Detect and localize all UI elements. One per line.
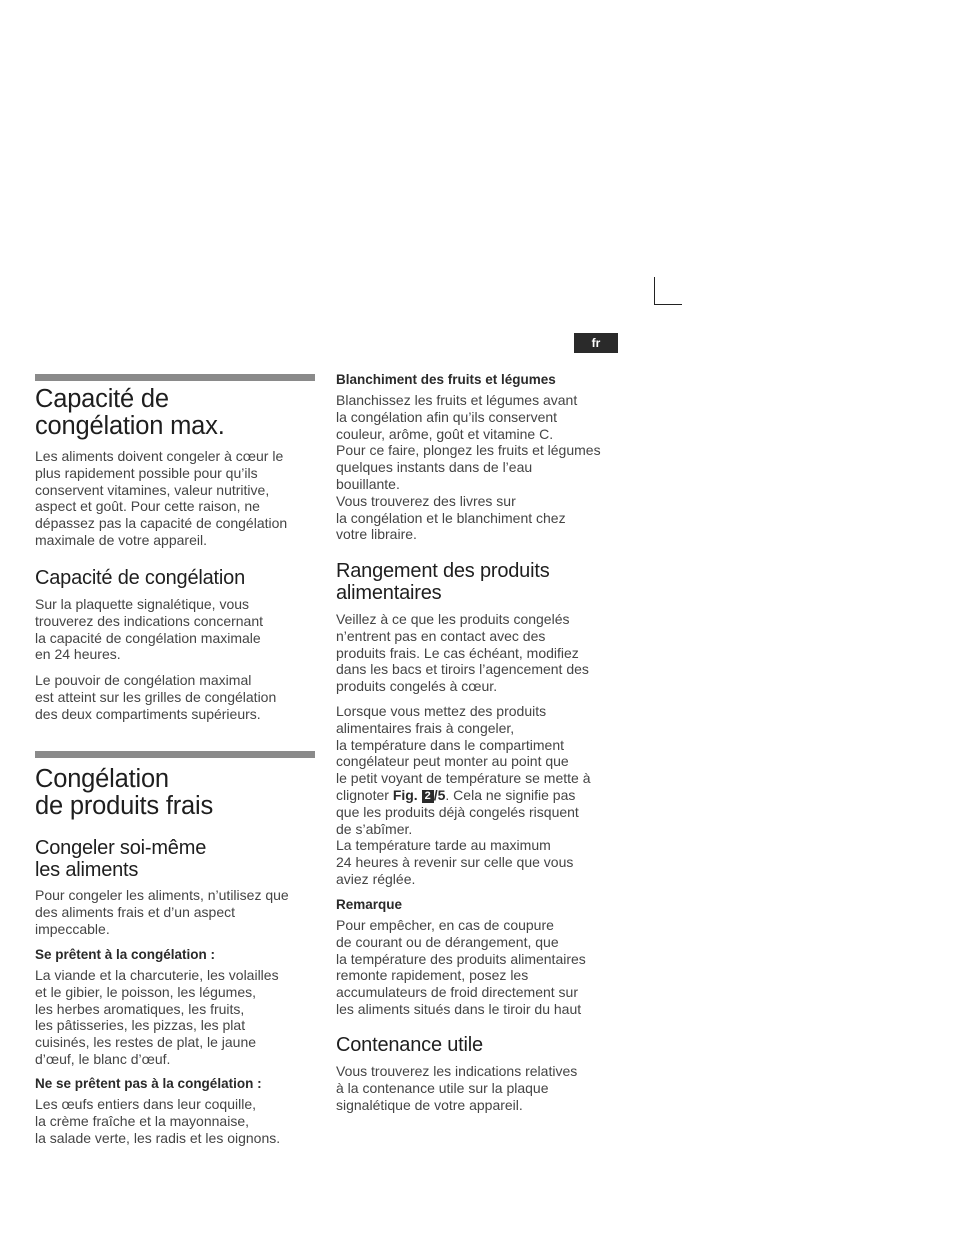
text-line: Blanchissez les fruits et légumes avant <box>336 392 578 408</box>
capacite-text-1 <box>35 596 263 663</box>
text-line: produits frais. Le cas échéant, modifiez <box>336 644 579 661</box>
text-line: plus rapidement possible pour qu’ils <box>35 464 258 481</box>
text-line: remonte rapidement, posez les <box>336 967 529 984</box>
heading-remarque: Remarque <box>336 897 403 912</box>
text-line: produits congelés à cœur. <box>336 678 498 695</box>
text-line: signalétique de votre appareil. <box>336 1096 523 1113</box>
section-rule <box>35 751 315 758</box>
text-line: de courant ou de dérangement, que <box>336 933 559 950</box>
capacite-text-2 <box>35 672 276 722</box>
text-line: d’œuf, le blanc d’œuf. <box>35 1050 171 1067</box>
text-line: couleur, arôme, goût et vitamine C. <box>336 425 554 442</box>
text-line: Le pouvoir de congélation maximal <box>35 672 252 688</box>
text-line: La température tarde au maximum <box>336 837 551 854</box>
figure-ref: Fig. 2 /5 <box>392 786 446 803</box>
language-badge: fr <box>574 333 618 353</box>
text-line: la capacité de congélation maximale <box>35 629 261 646</box>
text-line: quelques instants dans de l’eau <box>336 459 533 476</box>
text-line: les aliments situés dans le tiroir du haut <box>336 1000 582 1017</box>
heading-blanchiment: Blanchiment des fruits et légumes <box>336 372 556 387</box>
text-line: en 24 heures. <box>35 646 121 663</box>
text-line: Pour ce faire, plongez les fruits et légumes <box>336 442 601 459</box>
text-line: la température dans le compartiment <box>336 736 564 753</box>
text-line: les herbes aromatiques, les fruits, <box>35 1000 245 1017</box>
text-line: aviez réglée. <box>336 870 416 887</box>
text-line: dépassez pas la capacité de congélation <box>35 515 288 532</box>
text-line: la salade verte, les radis et les oignons. <box>35 1129 281 1146</box>
text-line: que les produits déjà congelés risquent <box>336 803 579 820</box>
remarque-text <box>336 917 586 1018</box>
text-line: Les œufs entiers dans leur coquille, <box>35 1096 256 1112</box>
text-line: Vous trouverez des livres sur <box>336 492 516 509</box>
capacite-max-text <box>35 448 287 549</box>
section-rule <box>35 374 315 381</box>
rangement-text-1 <box>336 611 589 695</box>
subsection-title-rangement: Rangement des produits alimentaires <box>336 560 550 604</box>
blanchiment-text <box>336 392 601 543</box>
contenance-text <box>336 1063 577 1113</box>
text-line: Pour empêcher, en cas de coupure <box>336 917 554 933</box>
text-line: Lorsque vous mettez des produits <box>336 703 547 719</box>
text-line: la crème fraîche et la mayonnaise, <box>35 1112 249 1129</box>
text-line: des aliments frais et d’un aspect <box>35 903 235 920</box>
text-line: Les aliments doivent congeler à cœur le <box>35 448 284 464</box>
subsection-title-capacite: Capacité de congélation <box>35 567 245 589</box>
rangement-text-2: Lorsque vous mettez des produits alimentaires frais à congeler, la température dans le compartiment congélateur peut monter au point que le petit voyant de température se mette à clignoter Fig. 2 /5. Cela ne signifie pas que les produits déjà congelés risquent de s’abîmer. La température tarde au maximum 24 heures à revenir sur celle que vous aviez réglée. <box>336 703 591 887</box>
text-line: congélateur peut monter au point que <box>336 753 569 770</box>
figure-number-badge: 2 <box>422 790 434 803</box>
text-line: aspect et goût. Pour cette raison, ne <box>35 498 260 515</box>
section-title-congelation-frais: Congélation de produits frais <box>35 765 214 820</box>
text-line: votre libraire. <box>336 526 417 543</box>
text-line: accumulateurs de froid directement sur <box>336 984 578 1001</box>
text-line: alimentaires frais à congeler, <box>336 719 515 736</box>
heading-se-pretent: Se prêtent à la congélation : <box>35 947 216 962</box>
text-line: à la contenance utile sur la plaque <box>336 1079 549 1096</box>
text-line: la congélation et le blanchiment chez <box>336 509 566 526</box>
text-line: est atteint sur les grilles de congélation <box>35 688 277 705</box>
text-line: le petit voyant de température se mette à <box>336 770 591 787</box>
text-line: La viande et la charcuterie, les volailles <box>35 967 279 983</box>
text-line: bouillante. <box>336 475 400 492</box>
text-line: des deux compartiments supérieurs. <box>35 705 261 722</box>
text-line: dans les bacs et tiroirs l’agencement des <box>336 661 589 678</box>
text-line: maximale de votre appareil. <box>35 531 207 548</box>
section-title-capacite-max: Capacité de congélation max. <box>35 385 225 440</box>
heading-ne-se-pretent-pas: Ne se prêtent pas à la congélation : <box>35 1076 262 1091</box>
text-line: la température des produits alimentaires <box>336 950 586 967</box>
text-line: conservent vitamines, valeur nutritive, <box>35 481 270 498</box>
text-line: Sur la plaquette signalétique, vous <box>35 596 250 612</box>
text-line: n’entrent pas en contact avec des <box>336 627 546 644</box>
congeler-text <box>35 887 289 937</box>
crop-mark <box>654 277 682 305</box>
text-line: les pâtisseries, les pizzas, les plat <box>35 1017 246 1034</box>
text-line: impeccable. <box>35 920 110 937</box>
text-line: 24 heures à revenir sur celle que vous <box>336 854 574 871</box>
text-line: de s’abîmer. <box>336 820 413 837</box>
text-line: Pour congeler les aliments, n’utilisez que <box>35 887 289 903</box>
subsection-title-congeler: Congeler soi-même les aliments <box>35 837 207 881</box>
se-pretent-text <box>35 967 279 1068</box>
text-line: trouverez des indications concernant <box>35 612 264 629</box>
ne-se-pretent-pas-text <box>35 1096 280 1146</box>
text-line: Vous trouverez les indications relatives <box>336 1063 578 1079</box>
text-line: la congélation afin qu’ils conservent <box>336 408 558 425</box>
text-line: cuisinés, les restes de plat, le jaune <box>35 1034 257 1051</box>
text-line: et le gibier, le poisson, les légumes, <box>35 983 257 1000</box>
text-line: Veillez à ce que les produits congelés <box>336 611 570 627</box>
subsection-title-contenance: Contenance utile <box>336 1034 483 1056</box>
